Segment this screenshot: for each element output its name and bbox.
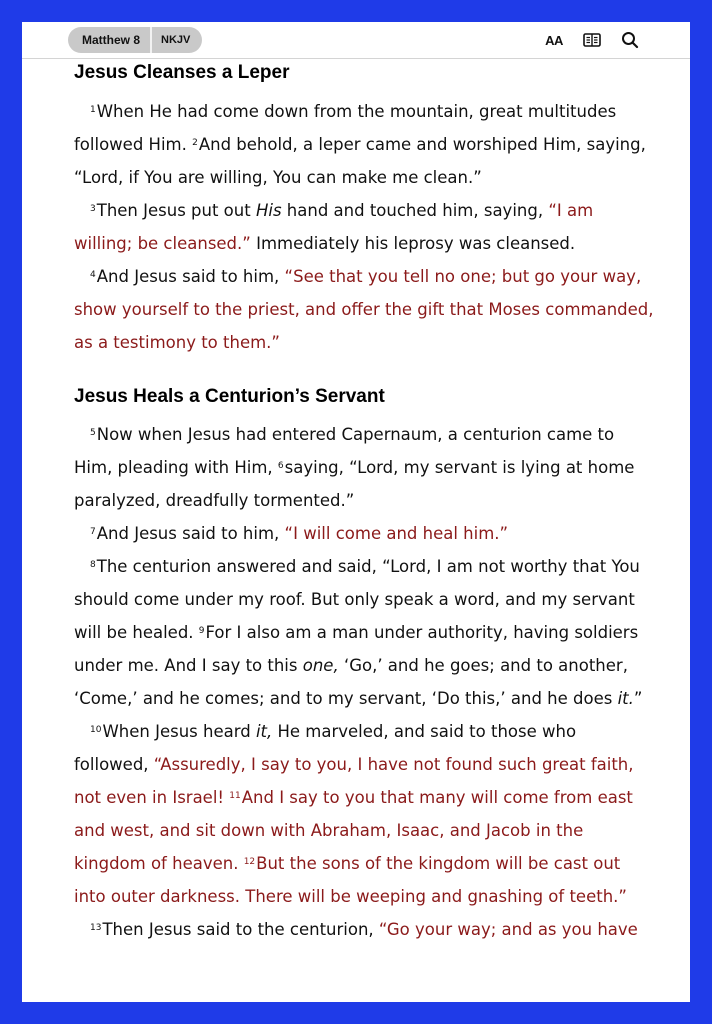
toolbar-actions — [544, 30, 640, 50]
verse-text: ” — [633, 689, 643, 708]
verse-text: And Jesus said to him, — [96, 524, 285, 543]
verse-number[interactable]: 4 — [90, 270, 96, 280]
verse-text: And Jesus said to him, — [96, 267, 285, 286]
paragraph — [74, 517, 654, 550]
chapter-text — [74, 60, 654, 946]
verse-text: Then Jesus said to the centurion, — [102, 920, 379, 939]
text-size-icon[interactable] — [544, 30, 564, 50]
paragraph — [74, 95, 654, 194]
paragraph — [74, 418, 654, 517]
words-of-christ: “Assuredly, I say to you, I have not found such great faith, not even in Israel! — [74, 755, 634, 807]
section-heading: Jesus Cleanses a Leper — [74, 62, 290, 83]
words-of-christ: And I say to you that many will come from east and west, and sit down with Abraham, Isaac, and Jacob in the kingdom of heaven. — [74, 788, 633, 873]
verse-text: ‘Go,’ and he goes; and to another, ‘Come,’ and he comes; and to my servant, ‘Do this,’ and he does — [74, 656, 628, 708]
verse-number[interactable]: 1 — [90, 105, 96, 115]
words-of-christ: “Go your way; and as you have — [378, 920, 638, 939]
verse-number[interactable]: 5 — [90, 428, 96, 438]
section-heading: Jesus Heals a Centurion’s Servant — [74, 386, 385, 407]
verse-number[interactable]: 8 — [90, 560, 96, 570]
version-button[interactable]: NKJV — [152, 27, 202, 53]
verse-text: Now when Jesus had entered Capernaum, a centurion came to Him, pleading with Him, — [74, 425, 615, 477]
words-of-christ: “I am willing; be cleansed.” — [74, 201, 594, 253]
words-of-christ: “I will come and heal him.” — [284, 524, 509, 543]
verse-text: Immediately his leprosy was cleansed. — [250, 234, 576, 253]
verse-text: For I also am a man under authority, having soldiers under me. And I say to this — [74, 623, 639, 675]
paragraph — [74, 913, 654, 946]
verse-italic: it. — [617, 689, 634, 708]
verse-number[interactable]: 10 — [90, 725, 102, 735]
verse-number[interactable]: 2 — [192, 138, 198, 148]
verse-text: When He had come down from the mountain, great multitudes followed Him. — [74, 102, 617, 154]
text-size-label: AA — [545, 32, 563, 48]
paragraph — [74, 715, 654, 913]
verse-text: When Jesus heard — [102, 722, 256, 741]
verse-number[interactable]: 7 — [90, 527, 96, 537]
book-icon-glyph — [583, 33, 601, 47]
verse-text: And behold, a leper came and worshiped Him, saying, “Lord, if You are willing, You can make me clean.” — [74, 135, 646, 187]
verse-italic: His — [255, 201, 282, 220]
verse-number[interactable]: 6 — [277, 461, 284, 471]
verse-number[interactable]: 9 — [198, 626, 205, 636]
verse-italic: it, — [255, 722, 273, 741]
book-chapter-button[interactable]: Matthew 8 — [68, 27, 150, 53]
paragraph — [74, 260, 654, 359]
verse-italic: one, — [302, 656, 339, 675]
verse-number[interactable]: 12 — [243, 857, 256, 867]
top-toolbar — [22, 22, 690, 59]
reference-selector — [68, 27, 202, 53]
paragraph — [74, 550, 654, 715]
search-icon-glyph — [621, 31, 639, 49]
paragraph — [74, 194, 654, 260]
verse-number[interactable]: 11 — [229, 791, 241, 801]
verse-text: He marveled, and said to those who followed, — [74, 722, 577, 774]
reader-window — [22, 22, 690, 1002]
verse-text: hand and touched him, saying, — [281, 201, 549, 220]
verse-text: Then Jesus put out — [96, 201, 256, 220]
book-icon[interactable] — [582, 30, 602, 50]
verse-number[interactable]: 3 — [90, 204, 96, 214]
words-of-christ: But the sons of the kingdom will be cast out into outer darkness. There will be weeping and gnashing of teeth.” — [74, 854, 627, 906]
search-icon[interactable] — [620, 30, 640, 50]
verse-text: The centurion answered and said, “Lord, I am not worthy that You should come under my roof. But only speak a word, and my servant will be healed. — [74, 557, 640, 642]
verse-text: saying, “Lord, my servant is lying at home paralyzed, dreadfully tormented.” — [74, 458, 635, 510]
verse-number[interactable]: 13 — [90, 923, 102, 933]
words-of-christ: “See that you tell no one; but go your way, show yourself to the priest, and offer the gift that Moses commanded, as a testimony to them.” — [74, 267, 654, 352]
